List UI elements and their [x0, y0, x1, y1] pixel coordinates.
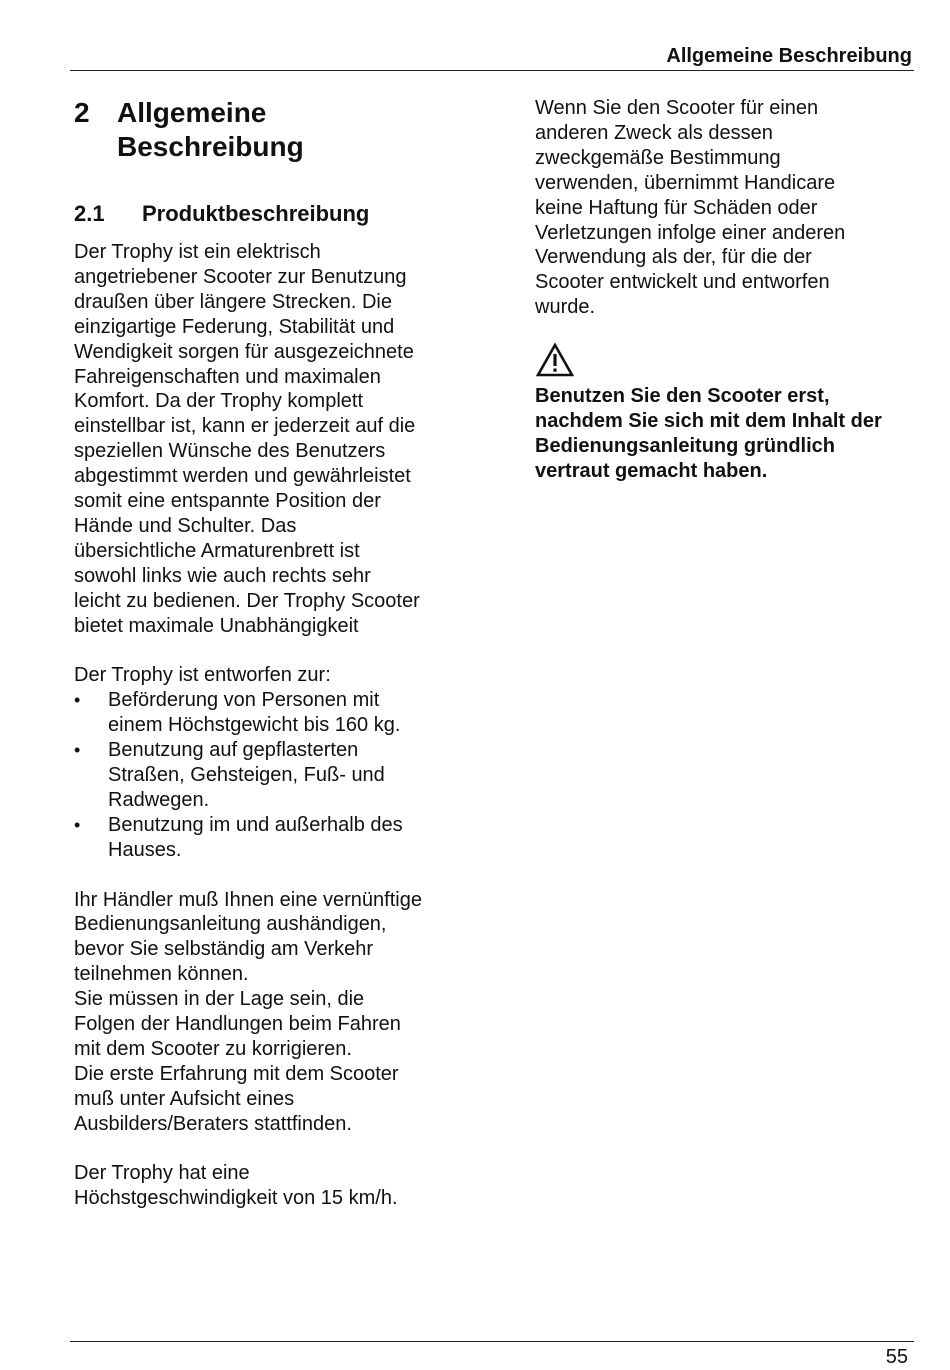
footer-divider [70, 1341, 914, 1342]
text-line: Komfort. Da der Trophy komplett [74, 390, 364, 413]
text-line: einem Höchstgewicht bis 160 kg. [108, 714, 401, 737]
text-line: speziellen Wünsche des Benutzers [74, 440, 386, 463]
text-line: Straßen, Gehsteigen, Fuß- und [108, 764, 385, 787]
text-line: Hände und Schulter. Das [74, 514, 297, 537]
text-line: Radwegen. [108, 788, 210, 811]
text-line: anderen Zweck als dessen [535, 121, 773, 144]
text-line: angetriebener Scooter zur Benutzung [74, 265, 407, 288]
text-line: Höchstgeschwindigkeit von 15 km/h. [74, 1187, 398, 1210]
text-line: keine Haftung für Schäden oder [535, 196, 818, 219]
text-line: bietet maximale Unabhängigkeit [74, 614, 359, 637]
warning-text [535, 384, 920, 484]
text-line: verwenden, übernimmt Handicare [535, 171, 836, 194]
text-line: bevor Sie selbständig am Verkehr [74, 938, 374, 961]
text-line: Bedienungsanleitung gründlich [535, 434, 835, 457]
text-line: Bedienungsanleitung aushändigen, [74, 913, 387, 936]
list-item [74, 738, 464, 813]
chapter-title-line: Beschreibung [117, 131, 304, 162]
chapter-number: 2 [74, 97, 90, 128]
text-line: Wendigkeit sorgen für ausgezeichnete [74, 340, 414, 363]
text-line: Der Trophy ist ein elektrisch [74, 241, 321, 263]
text-line: sowohl links wie auch rechts sehr [74, 564, 371, 587]
right-column [535, 96, 920, 484]
max-speed-paragraph [74, 1161, 464, 1211]
text-line: Beförderung von Personen mit [108, 689, 380, 712]
text-line: Der Trophy hat eine [74, 1162, 250, 1185]
bullet-icon: • [74, 740, 81, 761]
text-line: nachdem Sie sich mit dem Inhalt der [535, 410, 882, 433]
section-title: Produktbeschreibung [142, 201, 370, 226]
text-line: abgestimmt werden und gewährleistet [74, 465, 411, 488]
text-line: draußen über längere Strecken. Die [74, 290, 392, 313]
text-line: Benutzen Sie den Scooter erst, [535, 385, 830, 408]
text-line: Scooter entwickelt und entworfen [535, 271, 830, 294]
section-number: 2.1 [74, 201, 105, 226]
text-line: übersichtliche Armaturenbrett ist [74, 539, 360, 562]
text-line: Hauses. [108, 838, 182, 861]
liability-paragraph [535, 96, 920, 320]
text-line: Ihr Händler muß Ihnen eine vernünftige [74, 888, 422, 911]
page-number: 55 [885, 1346, 908, 1368]
text-line: Wenn Sie den Scooter für einen [535, 97, 819, 119]
text-line: vertraut gemacht haben. [535, 459, 768, 482]
list-item [74, 688, 464, 738]
list-item [74, 813, 464, 863]
product-description-paragraph [74, 240, 464, 639]
running-header: Allgemeine Beschreibung [666, 45, 912, 67]
section-heading [74, 200, 464, 228]
purpose-list [74, 688, 464, 862]
bullet-icon: • [74, 690, 81, 711]
warning-triangle-icon [535, 342, 575, 378]
text-line: leicht zu bedienen. Der Trophy Scooter [74, 589, 420, 612]
purpose-intro: Der Trophy ist entworfen zur: [74, 664, 331, 687]
text-line: Sie müssen in der Lage sein, die [74, 988, 365, 1011]
text-line: Fahreigenschaften und maximalen [74, 365, 381, 388]
text-line: einstellbar ist, kann er jederzeit auf die [74, 415, 416, 438]
header-divider [70, 70, 914, 71]
text-line: wurde. [535, 296, 596, 319]
bullet-icon: • [74, 814, 81, 835]
text-line: mit dem Scooter zu korrigieren. [74, 1037, 352, 1060]
left-column [74, 96, 464, 1211]
text-line: Verletzungen infolge einer anderen [535, 221, 846, 244]
chapter-title-line: Allgemeine [117, 97, 267, 128]
text-line: Benutzung auf gepflasterten [108, 739, 359, 762]
dealer-paragraph [74, 888, 464, 1137]
text-line: Benutzung im und außerhalb des [108, 813, 403, 836]
chapter-title [117, 96, 304, 164]
text-line: zweckgemäße Bestimmung [535, 146, 781, 169]
text-line: teilnehmen können. [74, 963, 249, 986]
chapter-heading [74, 96, 464, 164]
text-line: Folgen der Handlungen beim Fahren [74, 1013, 401, 1036]
text-line: somit eine entspannte Position der [74, 490, 381, 513]
text-line: Verwendung als der, für die der [535, 246, 812, 269]
text-line: Ausbilders/Beraters stattfinden. [74, 1112, 352, 1135]
text-line: Die erste Erfahrung mit dem Scooter [74, 1062, 399, 1085]
text-line: muß unter Aufsicht eines [74, 1087, 295, 1110]
text-line: einzigartige Federung, Stabilität und [74, 315, 395, 338]
